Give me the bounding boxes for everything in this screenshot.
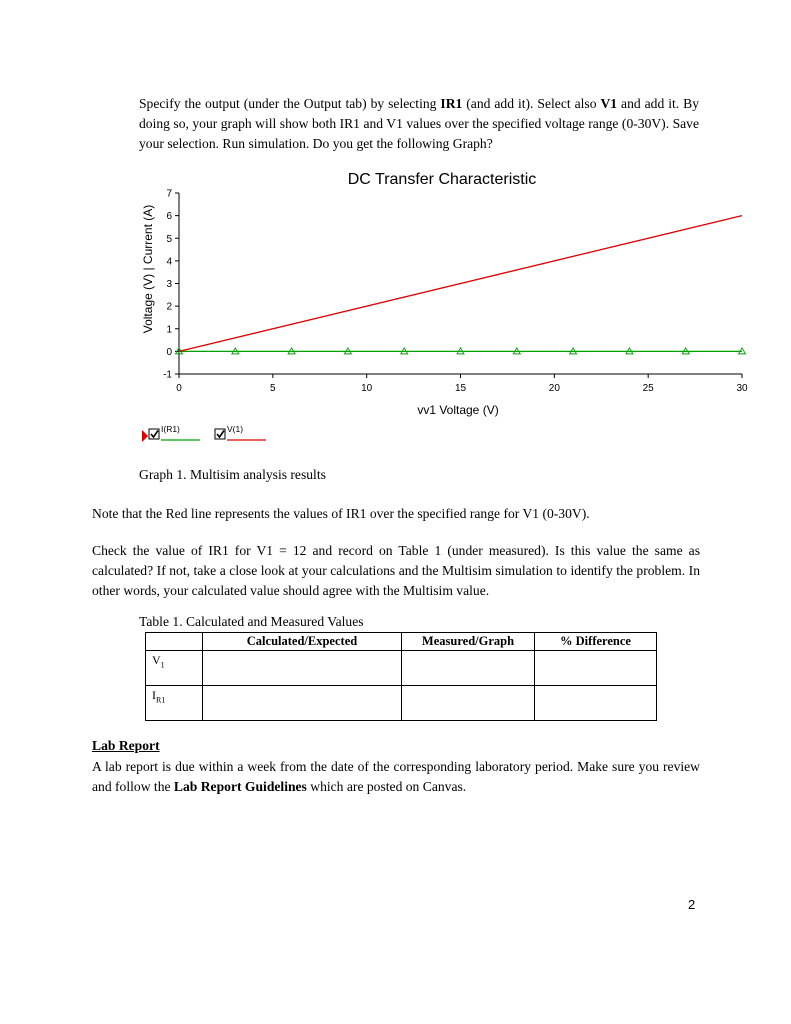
x-tick-label: 15 — [454, 383, 467, 394]
table-corner-cell — [146, 633, 203, 651]
cell-v1-difference[interactable] — [535, 651, 657, 686]
row-label-sub: R1 — [156, 695, 166, 705]
note-paragraph: Note that the Red line represents the values of IR1 over the specified range for V1 (0-30V). — [92, 506, 590, 521]
cell-v1-calculated[interactable] — [203, 651, 402, 686]
chart-series — [176, 216, 746, 354]
chart-ylabel: Voltage (V) | Current (A) — [141, 204, 155, 334]
dc-transfer-chart — [130, 162, 750, 447]
intro-text-1: Specify the output (under the Output tab) by selecting — [139, 96, 441, 111]
lab-report-guidelines: Lab Report Guidelines — [173, 779, 307, 794]
table-row — [146, 686, 657, 721]
y-tick-label: 1 — [166, 324, 172, 336]
x-tick-label: 25 — [642, 383, 654, 394]
x-tick-label: 10 — [361, 383, 373, 394]
values-table — [145, 632, 657, 721]
chart-legend — [142, 424, 266, 442]
row-label-ir1 — [146, 686, 203, 721]
intro-bold-v1: V1 — [600, 96, 618, 111]
lab-report-heading: Lab Report — [92, 738, 160, 753]
table-row — [146, 651, 657, 686]
row-label-v1 — [146, 651, 203, 686]
series-line-1 — [179, 216, 742, 352]
row-label-main: V — [152, 653, 161, 667]
chart-xlabel: vv1 Voltage (V) — [417, 403, 499, 417]
y-tick-label: 5 — [166, 233, 172, 245]
cell-v1-measured[interactable] — [402, 651, 535, 686]
check-paragraph: Check the value of IR1 for V1 = 12 and record on Table 1 (under measured). Is this value the same as calculated? If not, take a close look at your calculations and the Multisim simulation to identify the problem. In other words, your calculated value should agree with the Multisim value. — [92, 543, 700, 598]
intro-bold-ir1: IR1 — [440, 96, 463, 111]
y-tick-label: 2 — [166, 301, 172, 313]
intro-text-3: and add it. By doing so, your graph will show both IR1 and V1 values over the specified voltage range (0-30V). Save your selection. Run simulation. Do you get the following Graph? — [139, 96, 699, 151]
x-tick-label: 30 — [736, 383, 748, 394]
legend-label: I(R1) — [161, 424, 180, 434]
row-label-main: I — [152, 688, 156, 702]
chart-axes — [163, 189, 748, 395]
y-tick-label: 4 — [166, 256, 172, 268]
cell-ir1-measured[interactable] — [402, 686, 535, 721]
header-difference: % Difference — [535, 633, 657, 651]
intro-paragraph — [139, 94, 699, 154]
legend-label: V(1) — [227, 424, 244, 434]
header-measured: Measured/Graph — [402, 633, 535, 651]
y-tick-label: -1 — [163, 369, 172, 381]
y-tick-label: 0 — [166, 346, 172, 358]
header-calculated: Calculated/Expected — [203, 633, 402, 651]
table-header-row — [146, 633, 657, 651]
y-tick-label: 3 — [166, 279, 172, 290]
y-tick-label: 7 — [166, 188, 172, 200]
lab-report-text-1: A lab report is due within a week from the date of the corresponding laboratory period. Make sure you review and follow the — [92, 759, 700, 794]
row-label-sub: 1 — [160, 660, 165, 670]
legend-selected-arrow-icon — [142, 430, 148, 442]
y-tick-label: 6 — [166, 211, 172, 223]
intro-text-2: (and add it). Select also — [462, 96, 601, 111]
table-caption: Table 1. Calculated and Measured Values — [139, 614, 364, 629]
x-tick-label: 5 — [270, 383, 276, 394]
x-tick-label: 20 — [548, 383, 560, 394]
graph-caption: Graph 1. Multisim analysis results — [139, 467, 326, 482]
chart-title: DC Transfer Characteristic — [347, 171, 537, 188]
page-number: 2 — [688, 897, 696, 912]
cell-ir1-difference[interactable] — [535, 686, 657, 721]
lab-report-text-2: which are posted on Canvas. — [306, 779, 467, 794]
x-tick-label: 0 — [176, 383, 182, 394]
cell-ir1-calculated[interactable] — [203, 686, 402, 721]
lab-report-paragraph — [92, 757, 700, 797]
